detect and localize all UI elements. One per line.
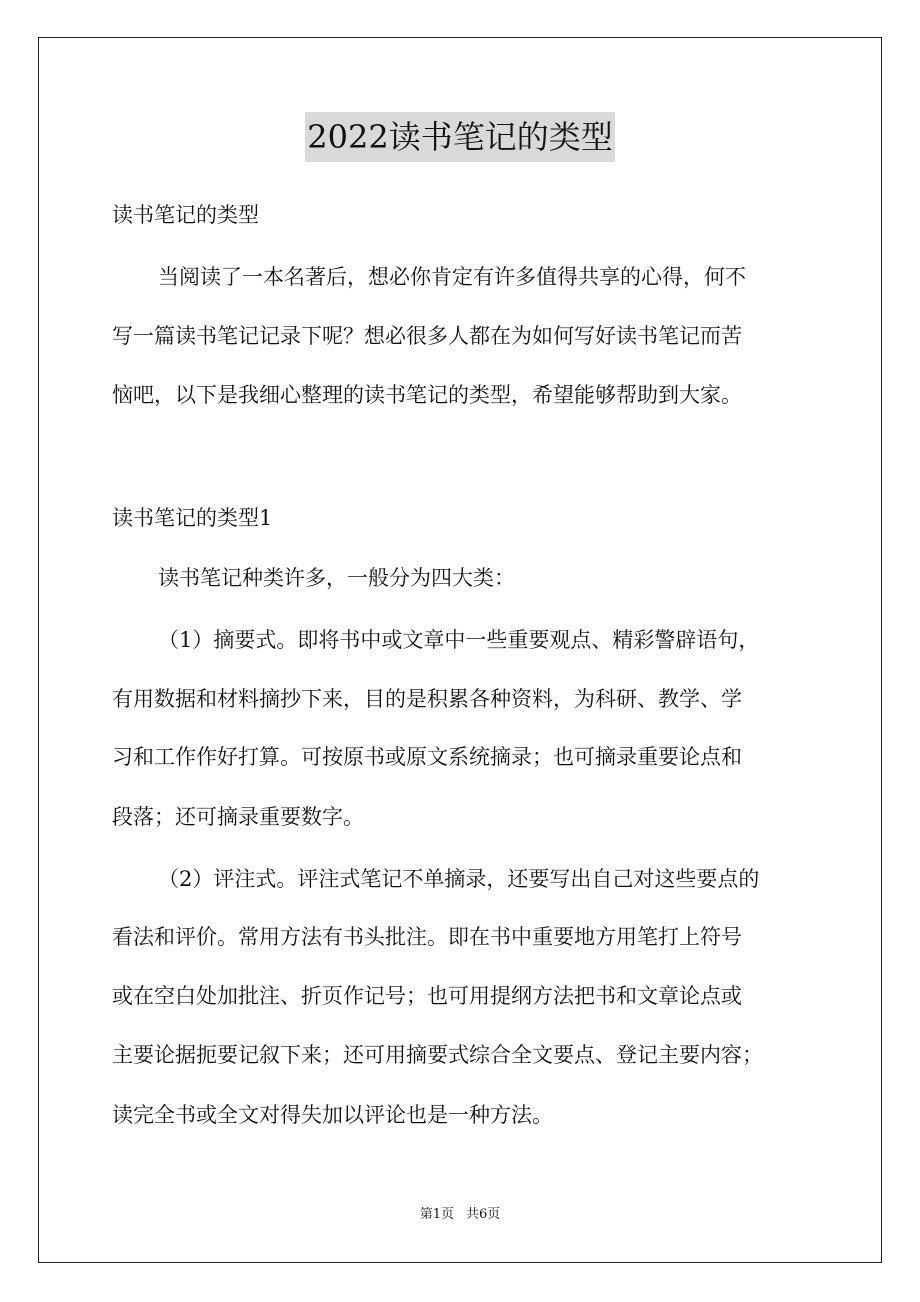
paragraph-line: 或在空白处加批注、折页作记号；也可用提纲方法把书和文章论点或 xyxy=(112,984,742,1008)
page-footer xyxy=(0,1206,920,1224)
paragraph-line: 读书笔记种类许多，一般分为四大类： xyxy=(158,566,515,590)
paragraph-line: 段落；还可摘录重要数字。 xyxy=(112,805,364,829)
section-heading: 读书笔记的类型 xyxy=(112,203,259,227)
document-title: 2022读书笔记的类型 xyxy=(305,112,614,162)
page-number: 第1页 xyxy=(419,1207,454,1222)
paragraph-line: （1）摘要式。即将书中或文章中一些重要观点、精彩警辟语句， xyxy=(158,628,760,652)
paragraph-line: 有用数据和材料摘抄下来，目的是积累各种资料，为科研、教学、学 xyxy=(112,687,742,711)
page-total: 共6页 xyxy=(466,1207,501,1222)
paragraph-line: 写一篇读书笔记记录下呢？想必很多人都在为如何写好读书笔记而苦 xyxy=(112,324,742,348)
paragraph-line: 主要论据扼要记叙下来；还可用摘要式综合全文要点、登记主要内容； xyxy=(112,1043,763,1067)
paragraph-line: 恼吧，以下是我细心整理的读书笔记的类型，希望能够帮助到大家。 xyxy=(112,383,742,407)
title-container xyxy=(0,112,920,162)
paragraph-line: （2）评注式。评注式笔记不单摘录，还要写出自己对这些要点的 xyxy=(158,867,760,891)
paragraph-line: 读完全书或全文对得失加以评论也是一种方法。 xyxy=(112,1103,553,1127)
paragraph-line: 当阅读了一本名著后，想必你肯定有许多值得共享的心得，何不 xyxy=(158,265,746,289)
section-heading: 读书笔记的类型1 xyxy=(112,506,273,530)
paragraph-line: 看法和评价。常用方法有书头批注。即在书中重要地方用笔打上符号 xyxy=(112,925,742,949)
paragraph-line: 习和工作作好打算。可按原书或原文系统摘录；也可摘录重要论点和 xyxy=(112,745,742,769)
